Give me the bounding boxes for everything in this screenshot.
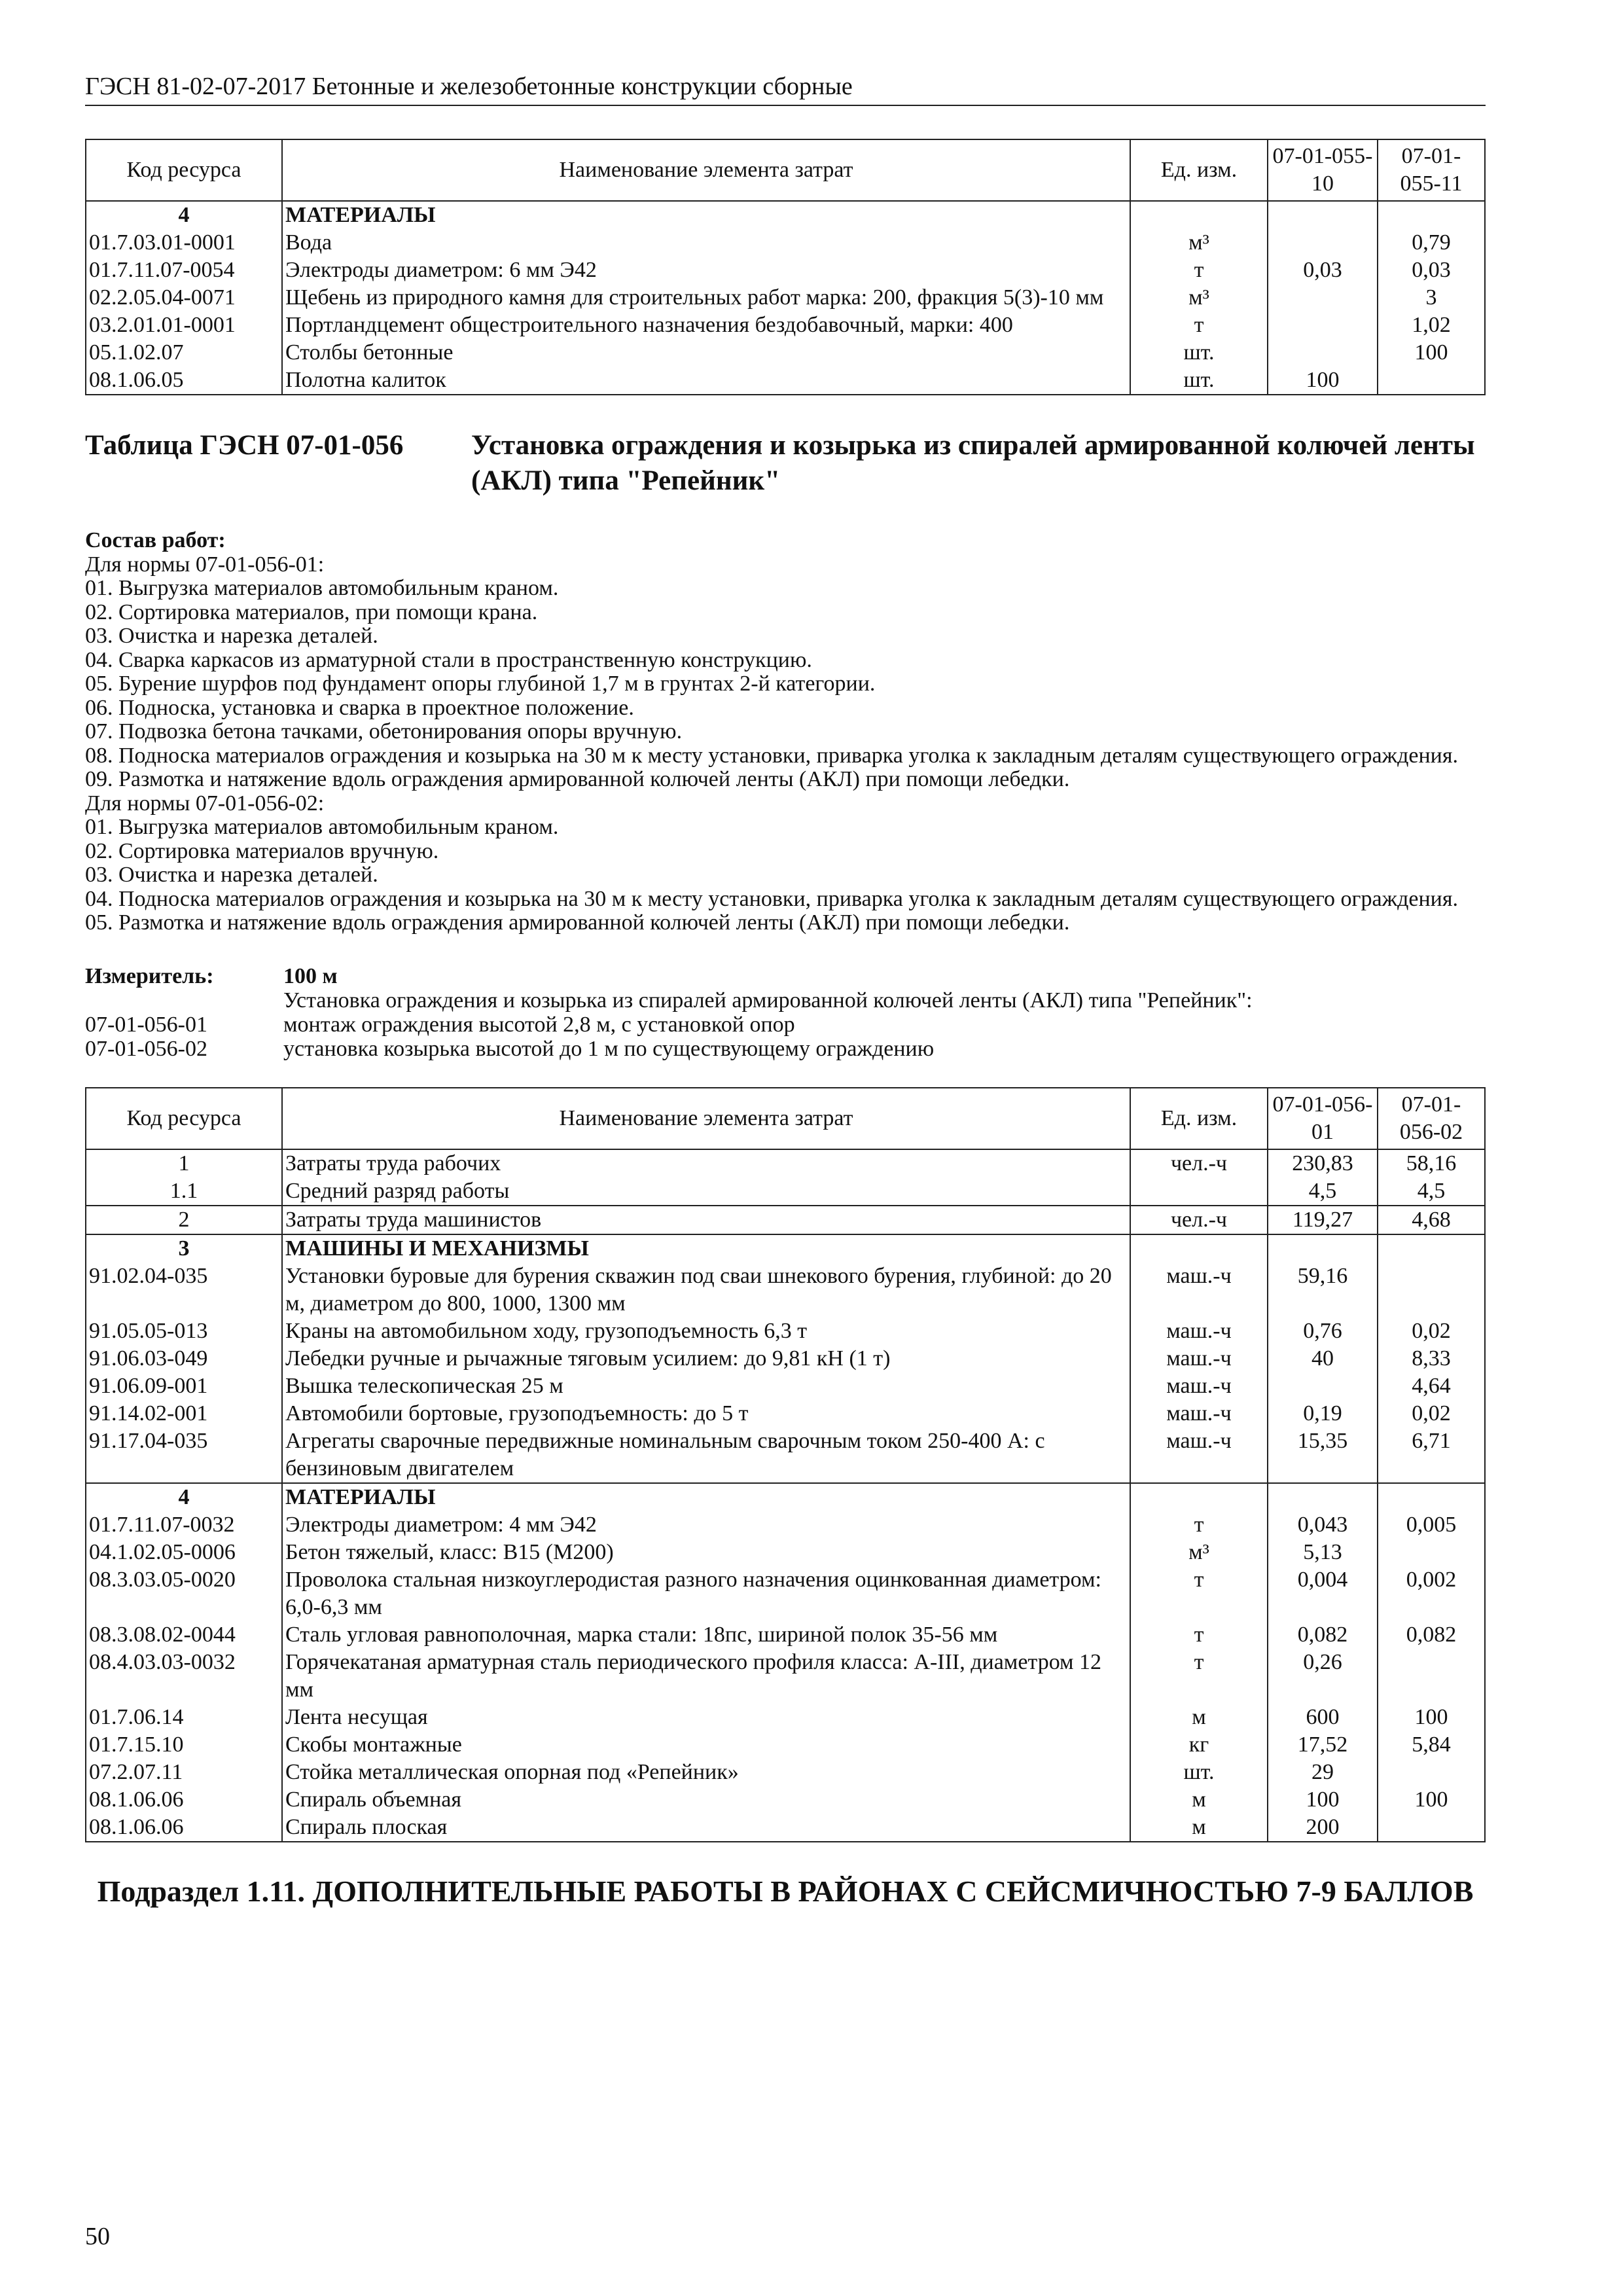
resource-name: Скобы монтажные	[282, 1731, 1130, 1759]
works-line: 05. Размотка и натяжение вдоль ограждения армированной колючей ленты (АКЛ) при помощи лебедки.	[85, 910, 1070, 935]
norm-2-value	[1378, 1263, 1485, 1318]
unit-cell: шт.	[1130, 367, 1268, 395]
norm-2-value: 5,84	[1378, 1731, 1485, 1759]
norm-2-value: 4,68	[1378, 1206, 1485, 1234]
unit-cell: кг	[1130, 1731, 1268, 1759]
measure-item-text: монтаж ограждения высотой 2,8 м, с установкой опор	[283, 1012, 795, 1037]
resource-table-056	[85, 1087, 1486, 1842]
resource-name: Портландцемент общестроительного назначения бездобавочный, марки: 400	[282, 312, 1130, 339]
works-line: 01. Выгрузка материалов автомобильным краном.	[85, 815, 559, 839]
section-row	[86, 1483, 1485, 1511]
norm-2-value: 100	[1378, 339, 1485, 367]
table-row	[86, 1786, 1485, 1814]
norm-1-value: 200	[1268, 1814, 1378, 1842]
measure-items	[85, 1013, 1486, 1061]
norm-2-value: 3	[1378, 284, 1485, 312]
measure-label: Измеритель:	[85, 963, 214, 988]
running-header: ГЭСН 81-02-07-2017 Бетонные и железобетонные конструкции сборные	[85, 72, 1486, 106]
table-row	[86, 1318, 1485, 1345]
norm-1-value	[1268, 339, 1378, 367]
unit-cell: чел.-ч	[1130, 1206, 1268, 1234]
resource-code: 91.17.04-035	[86, 1427, 282, 1483]
norm-1-value: 100	[1268, 367, 1378, 395]
works-line: 05. Бурение шурфов под фундамент опоры глубиной 1,7 м в грунтах 2-й категории.	[85, 672, 876, 696]
resource-code: 1.1	[86, 1177, 282, 1206]
table-name: Установка ограждения и козырька из спиралей армированной колючей ленты (АКЛ) типа "Репейник"	[471, 430, 1475, 496]
works-line: 09. Размотка и натяжение вдоль ограждения армированной колючей ленты (АКЛ) при помощи лебедки.	[85, 767, 1070, 791]
norm-2-value: 0,005	[1378, 1511, 1485, 1539]
section-title: МАТЕРИАЛЫ	[282, 1483, 1130, 1511]
norm-1-value: 4,5	[1268, 1177, 1378, 1206]
table-row	[86, 1177, 1485, 1206]
resource-code: 91.06.03-049	[86, 1345, 282, 1372]
resource-name: Сталь угловая равнополочная, марка стали: 18пс, шириной полок 35-56 мм	[282, 1621, 1130, 1649]
resource-name: Бетон тяжелый, класс: В15 (М200)	[282, 1539, 1130, 1566]
unit-cell: т	[1130, 1566, 1268, 1621]
works-line: 03. Очистка и нарезка деталей.	[85, 863, 378, 887]
resource-code: 91.14.02-001	[86, 1400, 282, 1427]
measure-item-text: установка козырька высотой до 1 м по существующему ограждению	[283, 1036, 935, 1061]
measure-item-code: 07-01-056-01	[85, 1012, 207, 1037]
resource-name: Лента несущая	[282, 1704, 1130, 1731]
resource-code: 08.3.08.02-0044	[86, 1621, 282, 1649]
table-row	[86, 1427, 1485, 1483]
unit-cell: маш.-ч	[1130, 1427, 1268, 1483]
resource-name: Установки буровые для бурения скважин под сваи шнекового бурения, глубиной: до 20 м, диаметром до 800, 1000, 1300 мм	[282, 1263, 1130, 1318]
unit-cell: маш.-ч	[1130, 1318, 1268, 1345]
section-row	[86, 201, 1485, 229]
measure-item-code: 07-01-056-02	[85, 1036, 207, 1061]
norm-2-value	[1378, 367, 1485, 395]
norm-1-value	[1268, 284, 1378, 312]
table-row	[86, 367, 1485, 395]
resource-code: 01.7.11.07-0032	[86, 1511, 282, 1539]
document-page	[85, 72, 1486, 1910]
norm-1-value: 119,27	[1268, 1206, 1378, 1234]
resource-name: Вышка телескопическая 25 м	[282, 1372, 1130, 1400]
resource-name: Горячекатаная арматурная сталь периодического профиля класса: А-III, диаметром 12 мм	[282, 1649, 1130, 1704]
section-title: МАТЕРИАЛЫ	[282, 201, 1130, 229]
unit-cell: т	[1130, 1511, 1268, 1539]
norm-1-value	[1268, 1372, 1378, 1400]
resource-code: 1	[86, 1149, 282, 1177]
unit-cell: шт.	[1130, 339, 1268, 367]
unit-cell: т	[1130, 1649, 1268, 1704]
resource-code: 01.7.03.01-0001	[86, 229, 282, 257]
unit-cell: маш.-ч	[1130, 1372, 1268, 1400]
works-line: 02. Сортировка материалов, при помощи крана.	[85, 600, 538, 624]
table-row	[86, 1814, 1485, 1842]
norm-1-value: 230,83	[1268, 1149, 1378, 1177]
norm-1-value: 100	[1268, 1786, 1378, 1814]
table-row	[86, 257, 1485, 284]
table-row	[86, 1704, 1485, 1731]
norm-2-value: 58,16	[1378, 1149, 1485, 1177]
norm-1-value: 0,19	[1268, 1400, 1378, 1427]
resource-code: 05.1.02.07	[86, 339, 282, 367]
resource-name: Автомобили бортовые, грузоподъемность: до 5 т	[282, 1400, 1130, 1427]
norm-2-value	[1378, 1649, 1485, 1704]
norm-2-value	[1378, 1759, 1485, 1786]
table-row	[86, 1149, 1485, 1177]
resource-name: Затраты труда рабочих	[282, 1149, 1130, 1177]
header-name: Наименование элемента затрат	[282, 139, 1130, 201]
norm-1-value: 40	[1268, 1345, 1378, 1372]
norm-2-value: 0,03	[1378, 257, 1485, 284]
table-row	[86, 284, 1485, 312]
header-norm-2: 07-01-055-11	[1378, 139, 1485, 201]
norm-2-value	[1378, 1539, 1485, 1566]
table-row	[86, 1731, 1485, 1759]
norm-2-value	[1378, 1814, 1485, 1842]
measure-section	[85, 964, 1486, 1061]
works-list	[85, 553, 1486, 935]
resource-name: Средний разряд работы	[282, 1177, 1130, 1206]
table-row	[86, 1372, 1485, 1400]
table-number: Таблица ГЭСН 07-01-056	[85, 430, 404, 461]
works-label: Состав работ:	[85, 528, 226, 552]
resource-name: Столбы бетонные	[282, 339, 1130, 367]
resource-name: Спираль плоская	[282, 1814, 1130, 1842]
subsection-title: Подраздел 1.11. ДОПОЛНИТЕЛЬНЫЕ РАБОТЫ В РАЙОНАХ С СЕЙСМИЧНОСТЬЮ 7-9 БАЛЛОВ	[97, 1874, 1474, 1908]
resource-name: Щебень из природного камня для строительных работ марка: 200, фракция 5(3)-10 мм	[282, 284, 1130, 312]
table-row	[86, 1263, 1485, 1318]
norm-2-value: 6,71	[1378, 1427, 1485, 1483]
resource-name: Лебедки ручные и рычажные тяговым усилием: до 9,81 кН (1 т)	[282, 1345, 1130, 1372]
resource-code: 02.2.05.04-0071	[86, 284, 282, 312]
norm-2-value: 0,79	[1378, 229, 1485, 257]
page-number: 50	[85, 2223, 110, 2250]
table-body	[86, 201, 1485, 395]
header-unit: Ед. изм.	[1130, 139, 1268, 201]
table-row	[86, 1511, 1485, 1539]
norm-2-value: 0,082	[1378, 1621, 1485, 1649]
unit-cell: шт.	[1130, 1759, 1268, 1786]
table-row	[86, 1345, 1485, 1372]
unit-cell: маш.-ч	[1130, 1400, 1268, 1427]
header-norm-1: 07-01-056-01	[1268, 1088, 1378, 1149]
norm-1-value: 600	[1268, 1704, 1378, 1731]
norm-1-value: 15,35	[1268, 1427, 1378, 1483]
table-row	[86, 1649, 1485, 1704]
header-name: Наименование элемента затрат	[282, 1088, 1130, 1149]
table-row	[86, 1621, 1485, 1649]
resource-code: 91.06.09-001	[86, 1372, 282, 1400]
norm-1-value: 59,16	[1268, 1263, 1378, 1318]
table-row	[86, 339, 1485, 367]
resource-name: Электроды диаметром: 6 мм Э42	[282, 257, 1130, 284]
works-line: 01. Выгрузка материалов автомобильным краном.	[85, 576, 559, 600]
table-row	[86, 1400, 1485, 1427]
unit-cell: т	[1130, 257, 1268, 284]
resource-code: 08.3.03.05-0020	[86, 1566, 282, 1621]
norm-1-value	[1268, 312, 1378, 339]
resource-table-055	[85, 139, 1486, 395]
works-line: Для нормы 07-01-056-02:	[85, 791, 325, 816]
unit-cell: м³	[1130, 229, 1268, 257]
table-row	[86, 312, 1485, 339]
table-body	[86, 1149, 1485, 1842]
norm-2-value: 0,02	[1378, 1400, 1485, 1427]
works-section	[85, 529, 1486, 935]
measure-item	[85, 1013, 1486, 1037]
unit-cell: м	[1130, 1786, 1268, 1814]
measure-item	[85, 1037, 1486, 1061]
works-line: 07. Подвозка бетона тачками, обетонирования опоры вручную.	[85, 719, 683, 744]
section-row	[86, 1234, 1485, 1263]
resource-code: 01.7.06.14	[86, 1704, 282, 1731]
header-unit: Ед. изм.	[1130, 1088, 1268, 1149]
section-number: 4	[86, 1483, 282, 1511]
works-line: 04. Сварка каркасов из арматурной стали в пространственную конструкцию.	[85, 647, 812, 672]
measure-value: 100 м	[283, 963, 338, 988]
norm-1-value: 0,082	[1268, 1621, 1378, 1649]
norm-2-value: 8,33	[1378, 1345, 1485, 1372]
table-row	[86, 1566, 1485, 1621]
resource-code: 01.7.11.07-0054	[86, 257, 282, 284]
norm-2-value: 4,64	[1378, 1372, 1485, 1400]
works-line: 02. Сортировка материалов вручную.	[85, 838, 439, 863]
norm-1-value: 0,043	[1268, 1511, 1378, 1539]
resource-name: Спираль объемная	[282, 1786, 1130, 1814]
works-line: 04. Подноска материалов ограждения и козырька на 30 м к месту установки, приварка уголка к закладным деталям существующего ограждения.	[85, 886, 1459, 911]
unit-cell: м	[1130, 1704, 1268, 1731]
resource-code: 2	[86, 1206, 282, 1234]
resource-code: 08.1.06.05	[86, 367, 282, 395]
norm-2-value: 0,002	[1378, 1566, 1485, 1621]
unit-cell: чел.-ч	[1130, 1149, 1268, 1177]
section-number: 3	[86, 1234, 282, 1263]
works-line: 03. Очистка и нарезка деталей.	[85, 624, 378, 648]
norm-1-value: 0,76	[1268, 1318, 1378, 1345]
norm-1-value: 29	[1268, 1759, 1378, 1786]
table-row	[86, 1539, 1485, 1566]
unit-cell: т	[1130, 312, 1268, 339]
resource-name: Проволока стальная низкоуглеродистая разного назначения оцинкованная диаметром: 6,0-6,3 мм	[282, 1566, 1130, 1621]
norm-1-value: 0,03	[1268, 257, 1378, 284]
header-norm-2: 07-01-056-02	[1378, 1088, 1485, 1149]
resource-name: Полотна калиток	[282, 367, 1130, 395]
norm-2-value: 100	[1378, 1786, 1485, 1814]
norm-2-value: 0,02	[1378, 1318, 1485, 1345]
norm-1-value: 17,52	[1268, 1731, 1378, 1759]
resource-name: Краны на автомобильном ходу, грузоподъемность 6,3 т	[282, 1318, 1130, 1345]
measure-description: Установка ограждения и козырька из спиралей армированной колючей ленты (АКЛ) типа "Репейник":	[283, 988, 1253, 1013]
resource-code: 01.7.15.10	[86, 1731, 282, 1759]
norm-2-value: 4,5	[1378, 1177, 1485, 1206]
header-code: Код ресурса	[86, 139, 282, 201]
resource-name: Затраты труда машинистов	[282, 1206, 1130, 1234]
resource-code: 08.1.06.06	[86, 1786, 282, 1814]
norm-2-value: 100	[1378, 1704, 1485, 1731]
header-norm-1: 07-01-055-10	[1268, 139, 1378, 201]
table-header-row	[86, 139, 1485, 201]
works-line: 08. Подноска материалов ограждения и козырька на 30 м к месту установки, приварка уголка к закладным деталям существующего ограждения.	[85, 743, 1459, 768]
unit-cell: маш.-ч	[1130, 1345, 1268, 1372]
norm-1-value	[1268, 229, 1378, 257]
works-line: Для нормы 07-01-056-01:	[85, 552, 325, 577]
resource-name: Стойка металлическая опорная под «Репейник»	[282, 1759, 1130, 1786]
resource-name: Вода	[282, 229, 1130, 257]
table-row	[86, 1206, 1485, 1234]
resource-code: 07.2.07.11	[86, 1759, 282, 1786]
norm-2-value: 1,02	[1378, 312, 1485, 339]
resource-name: Агрегаты сварочные передвижные номинальным сварочным током 250-400 А: с бензиновым двигателем	[282, 1427, 1130, 1483]
works-line: 06. Подноска, установка и сварка в проектное положение.	[85, 695, 634, 720]
resource-code: 91.02.04-035	[86, 1263, 282, 1318]
resource-code: 91.05.05-013	[86, 1318, 282, 1345]
norm-1-value: 0,004	[1268, 1566, 1378, 1621]
norm-1-value: 0,26	[1268, 1649, 1378, 1704]
unit-cell: м	[1130, 1814, 1268, 1842]
unit-cell: м³	[1130, 284, 1268, 312]
resource-code: 03.2.01.01-0001	[86, 312, 282, 339]
resource-code: 08.1.06.06	[86, 1814, 282, 1842]
table-row	[86, 1759, 1485, 1786]
header-code: Код ресурса	[86, 1088, 282, 1149]
table-row	[86, 229, 1485, 257]
norm-1-value: 5,13	[1268, 1539, 1378, 1566]
unit-cell: м³	[1130, 1539, 1268, 1566]
unit-cell: т	[1130, 1621, 1268, 1649]
table-header-row	[86, 1088, 1485, 1149]
section-title: МАШИНЫ И МЕХАНИЗМЫ	[282, 1234, 1130, 1263]
resource-code: 08.4.03.03-0032	[86, 1649, 282, 1704]
unit-cell	[1130, 1177, 1268, 1206]
unit-cell: маш.-ч	[1130, 1263, 1268, 1318]
table-title	[85, 428, 1486, 499]
resource-code: 04.1.02.05-0006	[86, 1539, 282, 1566]
section-number: 4	[86, 201, 282, 229]
resource-name: Электроды диаметром: 4 мм Э42	[282, 1511, 1130, 1539]
